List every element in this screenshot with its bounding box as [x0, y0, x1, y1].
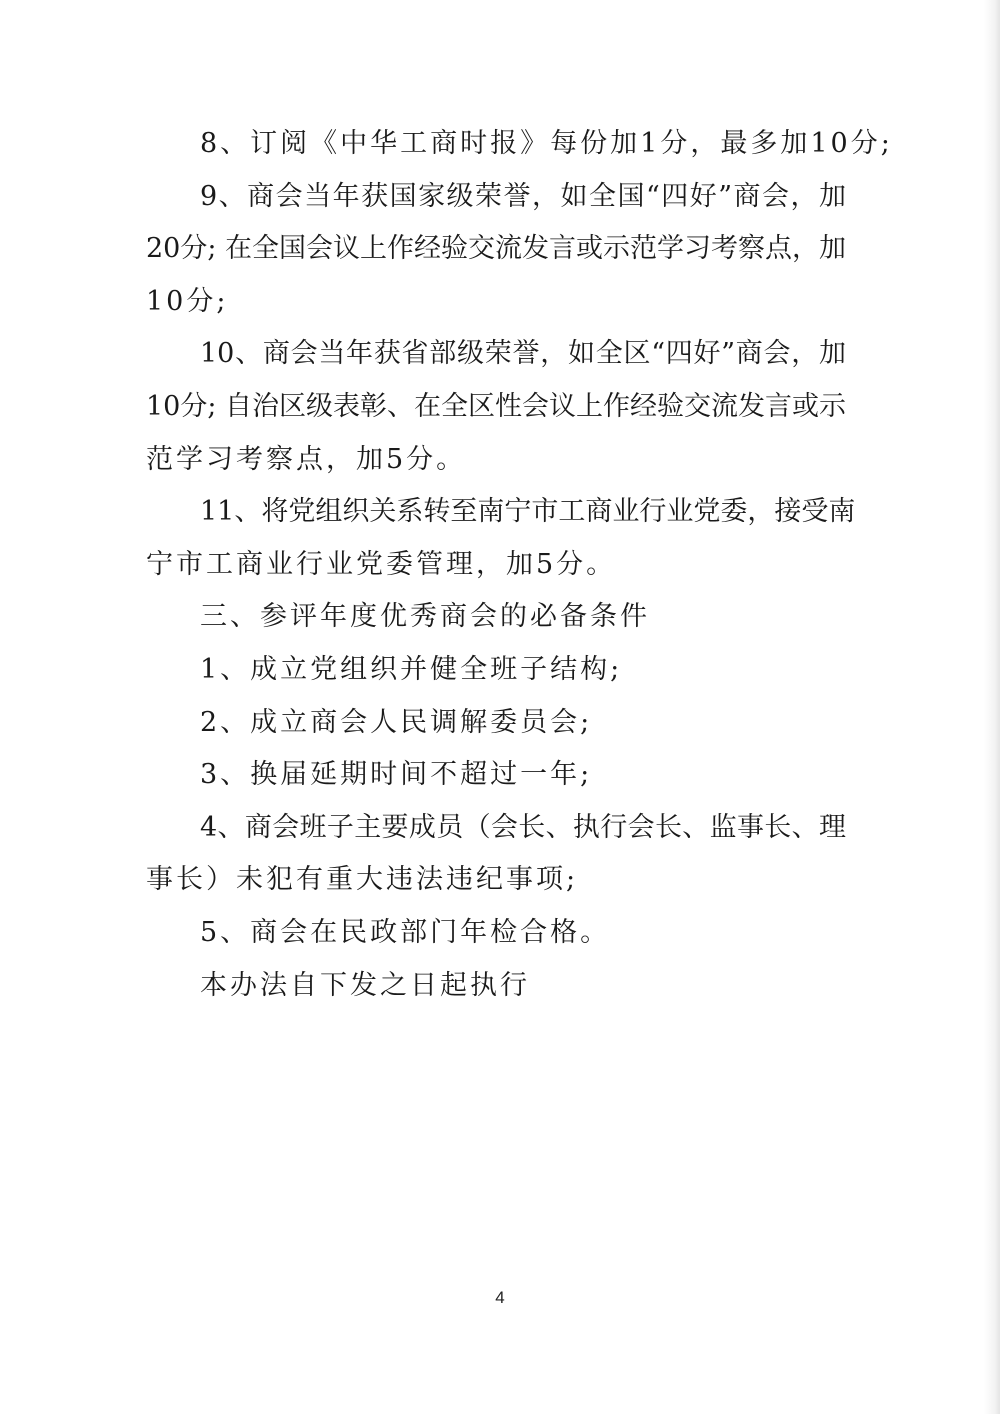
document-body [146, 118, 893, 1012]
condition-5: 5、商会在民政部门年检合格。 [200, 916, 611, 948]
item-9-line-3: 10分; [146, 285, 229, 317]
item-11-line-1: 11、将党组织关系转至南宁市工商业行业党委，接受南 [200, 496, 856, 528]
condition-3: 3、换届延期时间不超过一年; [200, 759, 593, 791]
item-10-line-1: 10、商会当年获省部级荣誉，如全区“四好”商会，加 [200, 338, 846, 370]
condition-2: 2、成立商会人民调解委员会; [200, 706, 593, 738]
item-11-line-2: 宁市工商业行业党委管理，加5分。 [146, 548, 617, 580]
condition-1: 1、成立党组织并健全班子结构; [200, 653, 623, 685]
section-3-heading: 三、参评年度优秀商会的必备条件 [200, 601, 650, 633]
item-9-line-1: 9、商会当年获国家级荣誉，如全国“四好”商会，加 [200, 180, 846, 212]
item-10-line-2: 10分; 自治区级表彰、在全区性会议上作经验交流发言或示 [146, 390, 847, 422]
effective-date-statement: 本办法自下发之日起执行 [200, 969, 530, 1001]
item-9-line-2: 20分; 在全国会议上作经验交流发言或示范学习考察点，加 [146, 233, 847, 265]
item-8-line: 8、订阅《中华工商时报》每份加1分，最多加10分; [200, 128, 893, 159]
condition-4-line-2: 事长）未犯有重大违法违纪事项; [146, 864, 579, 896]
item-10-line-3: 范学习考察点，加5分。 [146, 443, 467, 475]
condition-4-line-1: 4、商会班子主要成员（会长、执行会长、监事长、理 [200, 811, 846, 843]
page-number: 4 [495, 1288, 505, 1307]
scan-edge-shadow [984, 0, 1000, 1414]
